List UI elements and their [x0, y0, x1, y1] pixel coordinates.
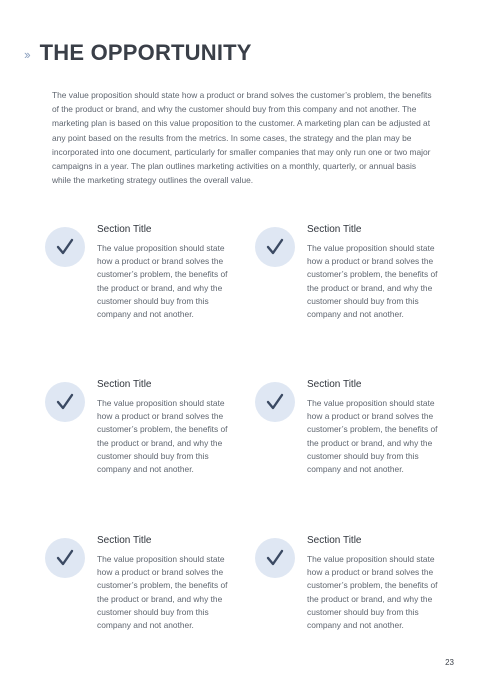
page-title: THE OPPORTUNITY	[39, 40, 252, 65]
page-number: 23	[445, 658, 454, 667]
section-title: Section Title	[307, 379, 362, 390]
section-body: The value proposition should state how a product or brand solves the customer’s problem, the benefits of the product or brand, and why the customer should buy from this company and not another.	[97, 243, 228, 320]
intro-paragraph: The value proposition should state how a product or brand solves the customer’s problem, the benefits of the product or brand, and why the customer should buy from this company and not another. The marketing plan is based on this value proposition to the customer. A marketing plan can be adjusted at any point based on the results from the metrics. In some cases, the strategy and the plan may be incorporated into one document, particularly for smaller companies that may only run one or two major campaigns in a year. The plan outlines marketing activities on a monthly, quarterly, or annual basis while the marketing strategy outlines the overall value.	[52, 90, 432, 186]
checkmark-icon	[255, 227, 295, 267]
section-title: Section Title	[307, 535, 362, 546]
checkmark-icon	[255, 538, 295, 578]
section-body: The value proposition should state how a product or brand solves the customer’s problem, the benefits of the product or brand, and why the customer should buy from this company and not another.	[97, 554, 228, 631]
section-title: Section Title	[97, 535, 152, 546]
checkmark-icon	[45, 538, 85, 578]
section-title: Section Title	[307, 224, 362, 235]
checkmark-icon	[255, 382, 295, 422]
section-body: The value proposition should state how a product or brand solves the customer’s problem, the benefits of the product or brand, and why the customer should buy from this company and not another.	[307, 554, 438, 631]
section-body: The value proposition should state how a product or brand solves the customer’s problem, the benefits of the product or brand, and why the customer should buy from this company and not another.	[307, 398, 438, 475]
page-header	[24, 40, 252, 66]
chevron-double-right-icon: ››	[24, 46, 29, 62]
section-title: Section Title	[97, 379, 152, 390]
checkmark-icon	[45, 227, 85, 267]
checkmark-icon	[45, 382, 85, 422]
section-body: The value proposition should state how a product or brand solves the customer’s problem, the benefits of the product or brand, and why the customer should buy from this company and not another.	[307, 243, 438, 320]
section-title: Section Title	[97, 224, 152, 235]
section-body: The value proposition should state how a product or brand solves the customer’s problem, the benefits of the product or brand, and why the customer should buy from this company and not another.	[97, 398, 228, 475]
